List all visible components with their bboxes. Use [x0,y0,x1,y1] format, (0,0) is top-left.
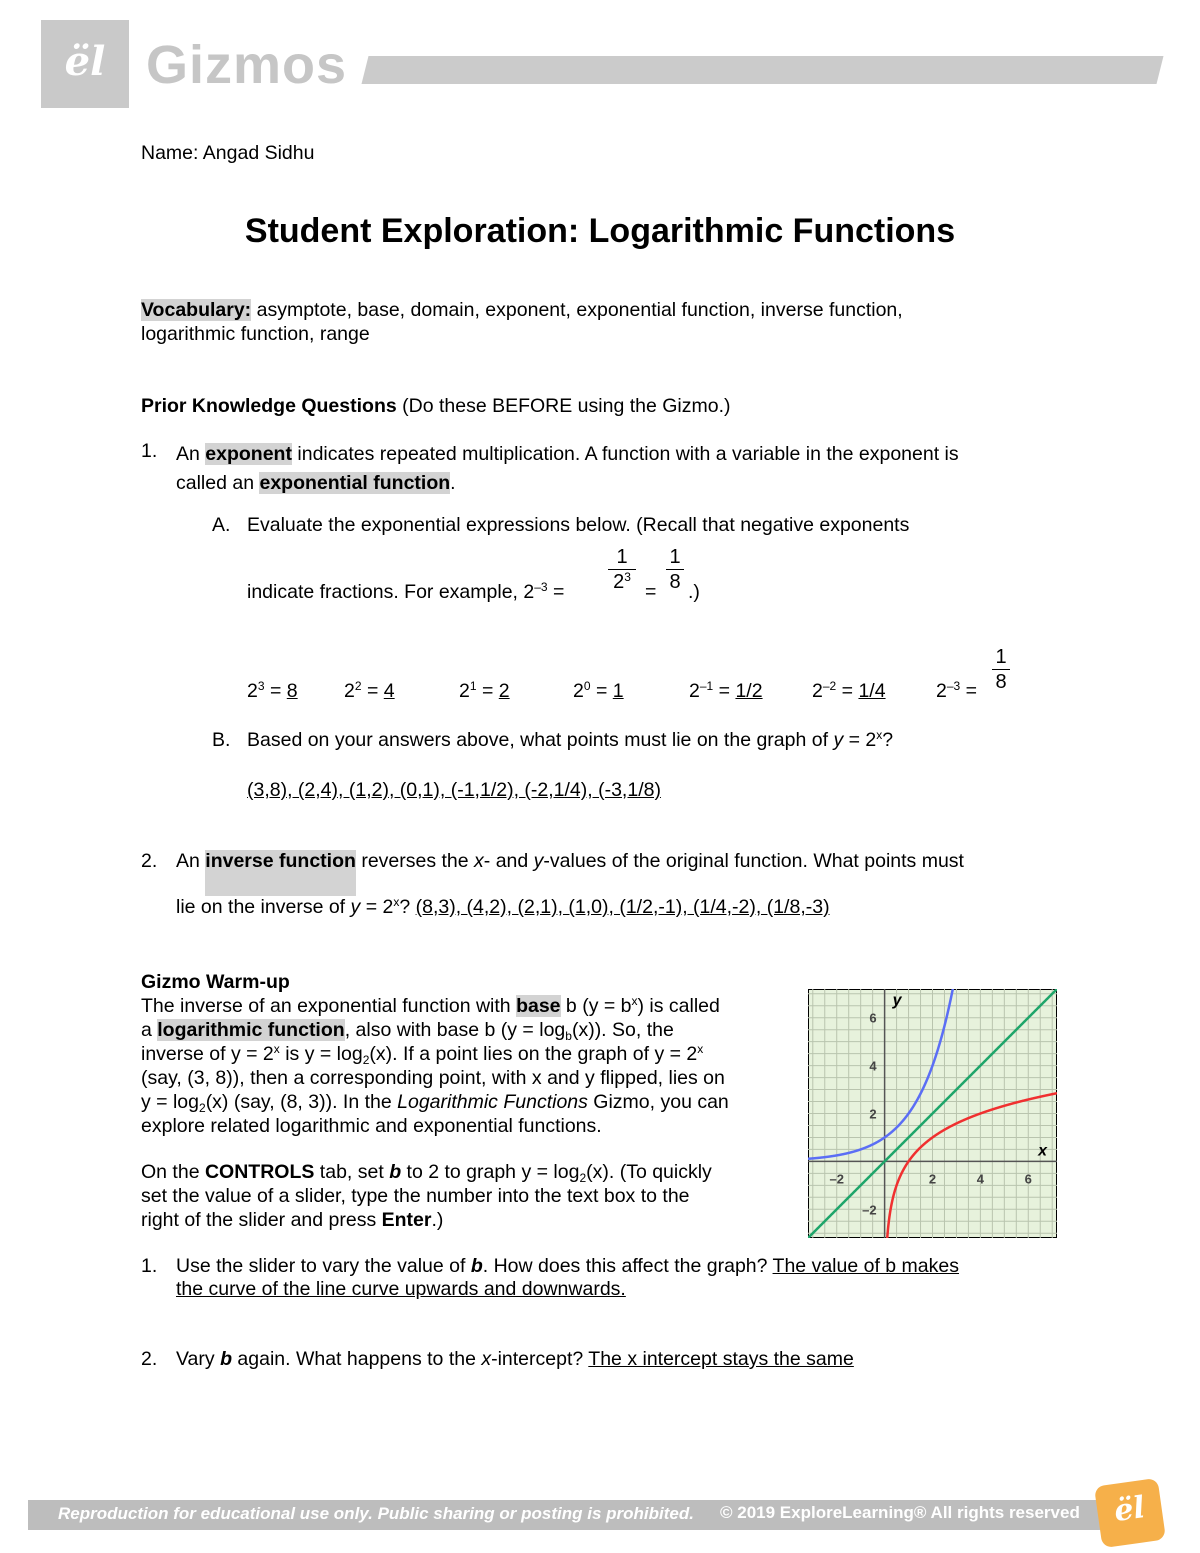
eval-eq: = [960,680,978,702]
wq1-a: Use the slider to vary the value of [176,1255,471,1277]
wq1-c: . How does this affect the graph? [482,1255,773,1277]
warmup-paragraph-1 [141,994,729,1138]
gizmos-logo-mark [41,20,129,108]
eval-answer: 2 [498,680,510,702]
eval-base: 2 [459,680,470,702]
q1a-eq: = [547,581,565,603]
vocabulary [141,298,903,346]
q2-text-c: - and [483,850,534,872]
corner-logo-text: ël [1111,1490,1148,1529]
eval-answer: 4 [383,680,395,702]
eval-item [812,680,886,703]
eval-base: 2 [573,680,584,702]
eval-exp: 0 [583,679,591,693]
eval-exp: 3 [257,679,265,693]
header-bar [362,56,1164,84]
q1b-text: Based on your answers above, what points must lie on the graph of [247,729,834,751]
eval-base: 2 [689,680,700,702]
enter-key-label: Enter [381,1209,432,1231]
student-name: Name: Angad Sidhu [141,142,315,164]
frac1-den-wrap [608,569,636,594]
brand-name: Gizmos [146,35,348,95]
warmup-q1 [176,1255,959,1301]
answer-fraction-1-8 [992,645,1010,694]
logo-mark-text: ël [64,38,106,85]
q2-text-e: lie on the inverse of [176,896,351,918]
eval-exp: –3 [946,679,961,693]
eval-item [344,680,395,703]
q2-x: x [474,850,484,872]
wp2-l1b: tab, set [314,1161,390,1183]
wp2-l1c: to 2 to graph y = log [401,1161,580,1183]
wq1-b: b [470,1255,483,1277]
wp1-l1c: ) is called [637,995,720,1017]
wp1-l1x: x [631,994,638,1008]
wp1-l2b: , also with base b (y = log [344,1019,566,1041]
frac2-den: 8 [666,569,684,594]
q1b-eq: = 2 [843,729,877,751]
warmup-q2-number: 2. [141,1348,158,1370]
x-tick-label: 6 [1024,1171,1032,1187]
wp1-l1b: b (y = b [560,995,632,1017]
vocabulary-label: Vocabulary: [141,299,252,321]
wq1-answer-1: The value of b makes [772,1255,959,1277]
wp2-l1d: (x). (To quickly [586,1161,712,1183]
eval-answer: 1/4 [858,680,886,702]
wp1-l2a: a [141,1019,158,1041]
q2-text-g: ? [399,896,416,918]
vocabulary-line1: asymptote, base, domain, exponent, exponential function, inverse function, [251,299,903,321]
q1b-question [247,729,893,752]
frac1-den-exp: 3 [624,570,631,584]
y-axis-label: y [892,992,902,1009]
prior-note: (Do these BEFORE using the Gizmo.) [396,395,731,417]
wp1-l3b: is y = log [279,1043,363,1065]
y-tick-label: 6 [869,1010,877,1026]
example-fraction-1 [608,545,636,594]
wp1-l3x2: x [697,1042,704,1056]
wp2-l3a: right of the slider and press [141,1209,382,1231]
wp1-l2c: (x)). So, the [571,1019,674,1041]
q1-text-a: An [176,443,206,465]
wp1-l5it: Logarithmic Functions [397,1091,588,1113]
q2-text-b: reverses the [355,850,475,872]
eval-exp: 1 [469,679,477,693]
x-tick-label: 4 [976,1171,985,1187]
wq2-d: -intercept? [491,1348,589,1370]
eval-item [459,680,510,703]
wp2-l3b: .) [431,1209,444,1231]
q1b-letter: B. [212,729,231,751]
eval-eq: = [476,680,499,702]
term-logarithmic-function: logarithmic function [157,1019,345,1041]
q1-text-b: indicates repeated multiplication. A function with a variable in the exponent is [291,443,959,465]
q1a-exp: –3 [534,580,548,594]
eval-eq: = [713,680,736,702]
y-tick-label: –2 [862,1202,877,1218]
q1-number: 1. [141,440,158,462]
wp1-l5c: Gizmo, you can [587,1091,729,1113]
wp2-l2: set the value of a slider, type the number into the text box to the [141,1185,690,1207]
q2-y: y [533,850,544,872]
wq1-answer-2: the curve of the line curve upwards and downwards. [176,1278,626,1300]
q2-text-f: = 2 [360,896,394,918]
wp1-l2sub: b [565,1029,572,1043]
warmup-q1-number: 1. [141,1255,158,1277]
wp1-l4: (say, (3, 8)), then a corresponding point, with x and y flipped, lies on [141,1067,725,1089]
q1b-qmark: ? [882,729,894,751]
frac1-den: 2 [613,571,625,593]
q1b-exp: x [876,728,883,742]
q2-answer: (8,3), (4,2), (2,1), (1,0), (1/2,-1), (1/4,-2), (1/8,-3) [415,896,830,918]
eval-eq: = [590,680,613,702]
eval-answer: 1/2 [735,680,763,702]
term-exponential-function: exponential function [259,472,451,494]
term-base: base [516,995,561,1017]
last-frac-den: 8 [992,669,1010,694]
q2-exp: x [393,895,400,909]
x-tick-label: 2 [928,1171,937,1187]
eval-base: 2 [936,680,947,702]
q2-text-a: An [176,850,206,872]
q1b-y: y [833,729,844,751]
wq2-x: x [481,1348,492,1370]
prior-q2-line2 [176,896,830,919]
prior-heading: Prior Knowledge Questions [141,395,397,417]
wp2-l1a: On the [141,1161,205,1183]
q2-number: 2. [141,850,158,872]
eval-item [247,680,298,703]
q1a-line2-text: indicate fractions. For example, 2 [247,581,535,603]
q1b-answer: (3,8), (2,4), (1,2), (0,1), (-1,1/2), (-2,1/4), (-3,1/8) [247,779,661,801]
x-tick-label: –2 [829,1171,844,1187]
wq2-a: Vary [176,1348,221,1370]
controls-tab-label: CONTROLS [204,1161,315,1183]
wp1-l5b: (x) (say, (8, 3)). In the [205,1091,398,1113]
q1a-line1: Evaluate the exponential expressions below. (Recall that negative exponents [247,514,910,536]
footer-disclaimer: Reproduction for educational use only. Public sharing or posting is prohibited. [58,1504,694,1523]
warmup-paragraph-2 [141,1160,712,1232]
vocabulary-line2: logarithmic function, range [141,323,370,345]
y-tick-label: 4 [869,1058,877,1074]
wp1-l5sub: 2 [199,1101,206,1115]
eval-eq: = [836,680,859,702]
wp1-l3a: inverse of y = 2 [141,1043,274,1065]
eval-base: 2 [812,680,823,702]
eval-answer: 1 [612,680,624,702]
wq2-answer: The x intercept stays the same [588,1348,854,1370]
q1a-line2 [247,581,564,604]
eval-base: 2 [247,680,258,702]
warmup-heading-text: Gizmo Warm-up [141,971,290,993]
eval-eq: = [264,680,287,702]
q2-text-d: -values of the original function. What points must [543,850,964,872]
frac1-num: 1 [616,546,628,568]
warmup-q2 [176,1348,854,1371]
last-frac-num: 1 [995,646,1007,668]
eval-exp: –1 [699,679,714,693]
prior-q2-line1 [176,850,964,896]
eval-item [573,680,624,703]
term-inverse-function: inverse function [205,850,356,896]
warmup-heading [141,970,290,994]
eval-eq: = [361,680,384,702]
y-tick-label: 2 [869,1106,877,1122]
q1-text-d: . [450,472,456,494]
wp1-l1a: The inverse of an exponential function with [141,995,517,1017]
wp1-l6: explore related logarithmic and exponential functions. [141,1115,602,1137]
wq2-b: b [220,1348,232,1370]
wp1-l3x: x [273,1042,280,1056]
wp2-l1sub: 2 [579,1171,587,1185]
example-fraction-2 [666,545,684,594]
eval-item [689,680,763,703]
eval-item [936,680,977,703]
log-exp-graph [808,989,1057,1238]
eval-base: 2 [344,680,355,702]
footer-copyright: © 2019 ExploreLearning® All rights reserved [720,1503,1080,1522]
term-exponent: exponent [205,443,292,465]
wq2-c: again. What happens to the [232,1348,482,1370]
q1a-eq2: = [645,581,657,603]
q1a-end: .) [688,581,700,603]
wp1-l5a: y = log [141,1091,199,1113]
frac2-num: 1 [669,546,681,568]
prior-knowledge-heading [141,394,731,418]
explorelearning-logo [1094,1478,1166,1548]
page-title: Student Exploration: Logarithmic Functions [244,212,956,250]
q1a-letter: A. [212,514,231,536]
q2-y2: y [350,896,361,918]
eval-exp: –2 [822,679,837,693]
q1-text-c: called an [176,472,260,494]
wp2-b: b [389,1161,402,1183]
wp1-l3c: (x). If a point lies on the graph of y = 2 [369,1043,698,1065]
eval-answer: 8 [286,680,298,702]
x-axis-label: x [1038,1142,1047,1160]
prior-q1 [176,440,959,498]
eval-exp: 2 [354,679,362,693]
wp1-l3sub: 2 [362,1053,370,1067]
